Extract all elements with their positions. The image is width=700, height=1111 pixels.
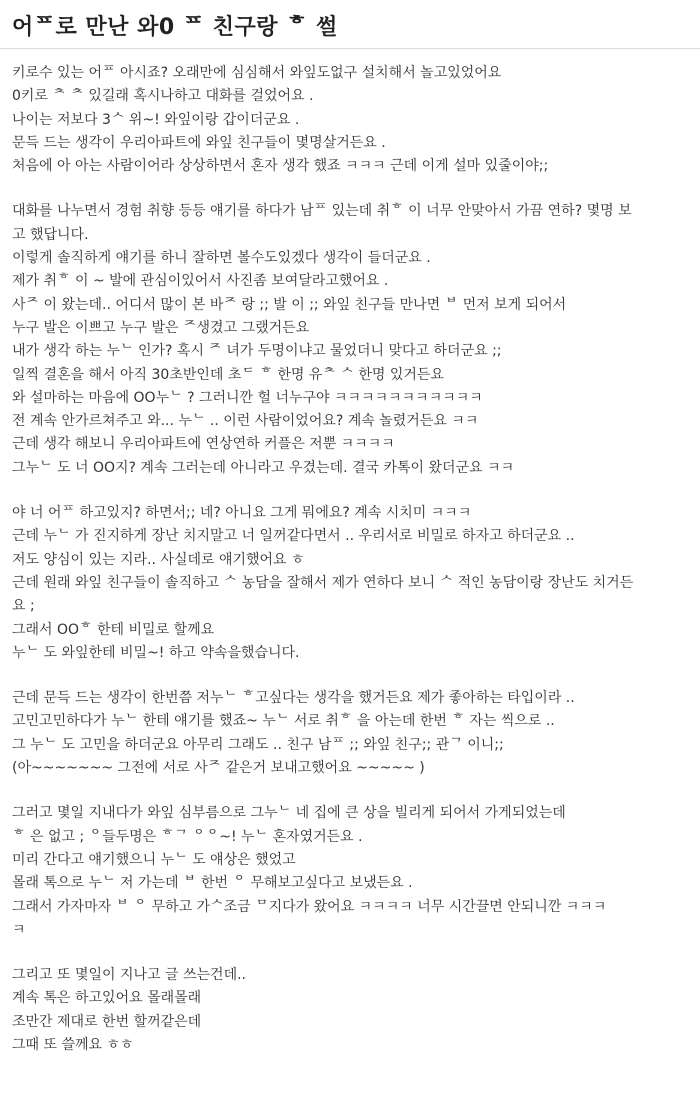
paragraph-line: 계속 톡은 하고있어요 몰래몰래 <box>12 990 202 1007</box>
paragraph-line: 그래서 OOᄒ 한테 비밀로 할께요 <box>12 621 215 638</box>
paragraph-line: 그때 또 쓸께요 ㅎㅎ <box>12 1036 134 1053</box>
paragraph-line: 제가 취ᄒ 이 ~ 발에 관심이있어서 사진좀 보여달라고했어요 . <box>12 273 389 290</box>
paragraph-line: 전 계속 안가르쳐주고 와... 누ᄂ .. 이런 사람이었어요? 계속 놀렸거든요 ㅋㅋ <box>12 413 479 430</box>
paragraph-line: 그리고 또 몇일이 지나고 글 쓰는건데.. <box>12 967 247 984</box>
post-paragraph <box>12 802 688 942</box>
paragraph-line: 그러고 몇일 지내다가 와잎 심부름으로 그누ᄂ 네 집에 큰 상을 빌리게 되어서 가게되었는데 <box>12 805 566 822</box>
paragraph-line: 사ᄌ 이 왔는데.. 어디서 많이 본 바ᄌ 랑 ;; 발 이 ;; 와잎 친구들 만나면 ᄇ 먼저 보게 되어서 <box>12 296 567 313</box>
paragraph-line: ᄒ 은 없고 ; ᄋ들두명은 ᄒᄀ ᄋᄋ~! 누ᄂ 혼자였거든요 . <box>12 828 363 845</box>
paragraph-line: 대화를 나누면서 경험 취향 등등 얘기를 하다가 남ᄑ 있는데 취ᄒ 이 너무 안맞아서 가끔 연하? 몇명 보 <box>12 203 632 220</box>
paragraph-line: 누구 발은 이쁘고 누구 발은 ᄌ생겼고 그랬거든요 <box>12 319 310 336</box>
paragraph-line: 나이는 저보다 3ᄉ 위~! 와잎이랑 갑이더군요 . <box>12 111 300 128</box>
post-title: 어ᄑ로 만난 와0 ᄑ 친구랑 ᄒ 썰 <box>12 15 338 40</box>
paragraph-line: 키로수 있는 어ᄑ 아시죠? 오래만에 심심해서 와잎도없구 설치해서 놀고있었어요 <box>12 65 502 81</box>
paragraph-line: 일찍 결혼을 해서 아직 30초반인데 초ᄃ ᄒ 한명 유ᄎ ᄉ 한명 있거든요 <box>12 366 444 383</box>
paragraph-line: 이렇게 솔직하게 얘기를 하니 잘하면 볼수도있겠다 생각이 들더군요 . <box>12 250 431 267</box>
post-body <box>12 62 688 1057</box>
paragraph-line: (아~~~~~~~ 그전에 서로 사ᄌ 같은거 보내고했어요 ~~~~~ ) <box>12 760 425 777</box>
post-paragraph <box>12 200 688 480</box>
paragraph-line: 그누ᄂ 도 너 OO지? 계속 그러는데 아니라고 우겼는데. 결국 카톡이 왔더군요 ㅋㅋ <box>12 459 515 476</box>
paragraph-line: 내가 생각 하는 누ᄂ 인가? 혹시 ᄌ 녀가 두명이냐고 물었더니 맞다고 하더군요 ;; <box>12 343 502 360</box>
paragraph-line: 저도 양심이 있는 지라.. 사실데로 얘기했어요 ㅎ <box>12 551 305 568</box>
title-divider <box>0 48 700 49</box>
paragraph-line: 근데 누ᄂ 가 진지하게 장난 치지말고 너 일꺼같다면서 .. 우리서로 비밀로 하자고 하더군요 .. <box>12 528 575 545</box>
post-paragraph <box>12 62 688 178</box>
paragraph-line: 근데 생각 해보니 우리아파트에 연상연하 커플은 저뿐 ㅋㅋㅋㅋ <box>12 436 395 453</box>
paragraph-line: 그 누ᄂ 도 고민을 하더군요 아무리 그래도 .. 친구 남ᄑ ;; 와잎 친구;; 관ᄀ 이니;; <box>12 736 504 753</box>
paragraph-line: 요 ; <box>12 598 35 615</box>
post-paragraph <box>12 502 688 665</box>
paragraph-line: 와 설마하는 마음에 OO누ᄂ ? 그러니깐 헐 너누구야 ㅋㅋㅋㅋㅋㅋㅋㅋㅋㅋㅋ <box>12 389 483 406</box>
paragraph-line: 그래서 가자마자 ᄇ ᄋ 무하고 가ᄉ조금 ᄆ지다가 왔어요 ㅋㅋㅋㅋ 너무 시간끌면 안되니깐 ㅋㅋㅋ <box>12 898 607 915</box>
paragraph-line: 누ᄂ 도 와잎한테 비밀~! 하고 약속을했습니다. <box>12 644 300 661</box>
paragraph-line: ㅋ <box>12 921 26 938</box>
paragraph-line: 고민고민하다가 누ᄂ 한테 얘기를 했죠~ 누ᄂ 서로 취ᄒ 을 아는데 한번 ᄒ 자는 씩으로 .. <box>12 713 555 730</box>
paragraph-line: 처음에 아 아는 사람이어라 상상하면서 혼자 생각 했죠 ㅋㅋㅋ 근데 이게 설마 있줄이야;; <box>12 158 549 175</box>
paragraph-line: 야 너 어ᄑ 하고있지? 하면서;; 네? 아니요 그게 뭐에요? 계속 시치미 ㅋㅋㅋ <box>12 505 472 522</box>
paragraph-line: 근데 원래 와잎 친구들이 솔직하고 ᄉ 농담을 잘해서 제가 연하다 보니 ᄉ 적인 농담이랑 장난도 치거든 <box>12 574 634 591</box>
paragraph-line: 조만간 제대로 한번 할꺼같은데 <box>12 1013 202 1030</box>
post-paragraph <box>12 964 688 1057</box>
post-paragraph <box>12 687 688 780</box>
paragraph-line: 미리 간다고 얘기했으니 누ᄂ 도 얘상은 했었고 <box>12 851 296 868</box>
paragraph-line: 문득 드는 생각이 우리아파트에 와잎 친구들이 몇명살거든요 . <box>12 134 386 151</box>
paragraph-line: 근데 문득 드는 생각이 한번쯤 저누ᄂ ᄒ고싶다는 생각을 했거든요 제가 좋아하는 타입이라 .. <box>12 690 575 707</box>
paragraph-line: 0키로 ᄎ ᄎ 있길래 혹시나하고 대화를 걸었어요 . <box>12 88 314 105</box>
paragraph-line: 몰래 톡으로 누ᄂ 저 가는데 ᄇ 한번 ᄋ 무해보고싶다고 보냈든요 . <box>12 875 413 892</box>
paragraph-line: 고 했답니다. <box>12 226 89 243</box>
